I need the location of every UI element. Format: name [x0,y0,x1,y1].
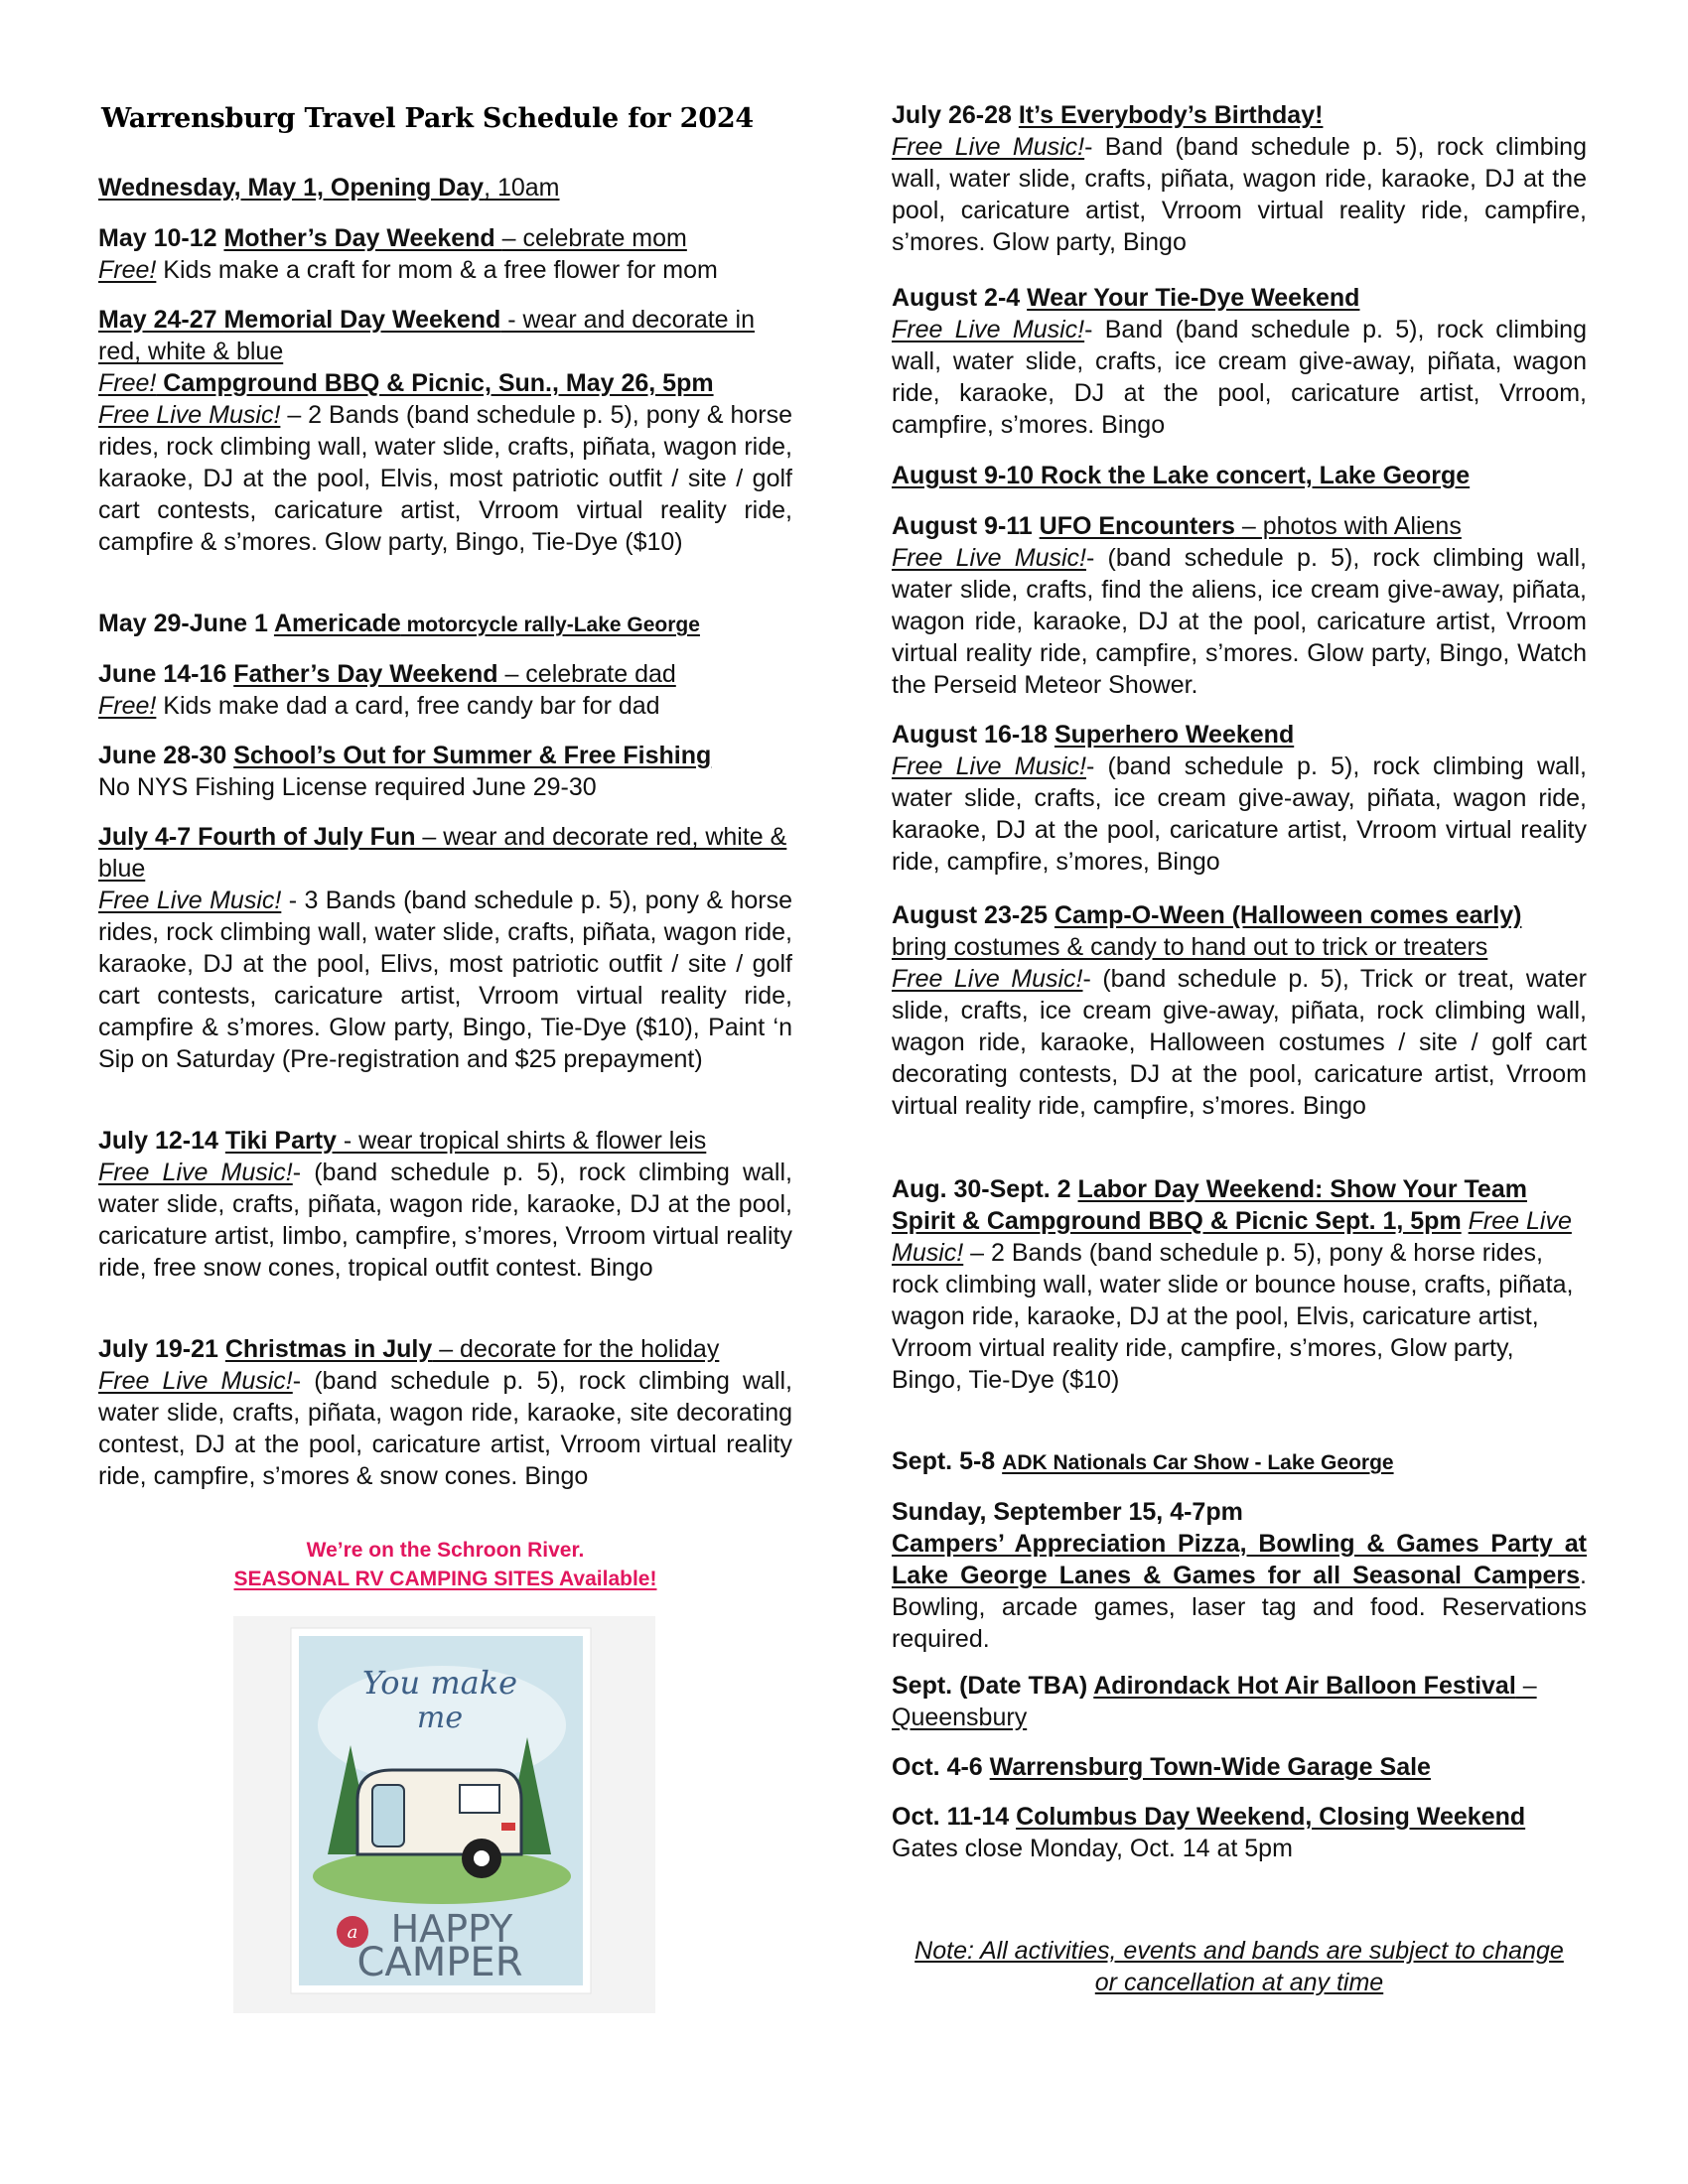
event-name: Camp-O-Ween (Halloween comes early) [1054,901,1522,929]
event-memorial-day [98,304,792,558]
event-car-show [892,1445,1587,1479]
event-date: June 28-30 [98,742,234,769]
event-description: bring costumes & candy to hand out to trick or treaters [892,933,1488,961]
event-details: - (band schedule p. 5), rock climbing wall, water slide, crafts, ice cream give-away, piñata, wagon ride, karaoke, DJ at the pool, caricature artist, Vrroom virtual reality ride, campfire, s’mores, Bingo [892,752,1587,876]
music-label: Free Live Music! [892,1207,1572,1267]
event-tiki-party [98,1125,792,1284]
event-name: Warrensburg Town-Wide Garage Sale [989,1753,1431,1781]
event-details: . Bowling, arcade games, laser tag and food. Reservations required. [892,1562,1587,1653]
event-details: - 3 Bands (band schedule p. 5), pony & horse rides, rock climbing wall, water slide, crafts, piñata, wagon ride, karaoke, DJ at the pool, Elivs, most patriotic outfit / site / golf cart contests, caricature artist, Vrroom virtual reality ride, campfire & s’mores. Glow party, Bingo, Tie-Dye ($10), Paint ‘n Sip on Saturday (Pre-registration and $25 prepayment) [98,887,792,1073]
event-name: Labor Day Weekend: Show Your Team Spirit & Campground BBQ & Picnic Sept. 1, 5pm [892,1175,1527,1235]
event-details: Kids make dad a card, free candy bar for dad [156,692,660,720]
event-name: Father’s Day Weekend [233,660,498,688]
card-text-you-make: You make [361,1664,518,1702]
event-date: August 2-4 [892,284,1028,312]
music-label: Free Live Music! [892,752,1086,780]
event-date: July 26-28 [892,101,1019,129]
event-name: Christmas in July [224,1335,433,1363]
music-label: Free Live Music! [98,401,281,429]
event-christmas-in-july [98,1333,792,1492]
event-name: Wear Your Tie-Dye Weekend [1027,284,1360,312]
event-fourth-of-july [98,821,792,1075]
event-description: motorcycle rally-Lake George [400,614,700,636]
event-date: Oct. 4-6 [892,1753,990,1781]
event-name: ADK Nationals Car Show - Lake George [1002,1451,1394,1474]
event-date: Sept. (Date TBA) [892,1672,1094,1700]
free-label: Free! [98,369,157,397]
event-date: August 16-18 [892,721,1055,749]
event-name: Mother’s Day Weekend [223,224,502,252]
event-details: - (band schedule p. 5), rock climbing wall, water slide, crafts, piñata, wagon ride, karaoke, DJ at the pool, caricature artist, limbo, campfire, s’mores, Vrroom virtual reality ride, free snow cones, tropical outfit contest. Bingo [98,1159,792,1282]
free-label: Free! [98,256,157,284]
event-details: – 2 Bands (band schedule p. 5), pony & horse rides, rock climbing wall, water slide, crafts, piñata, wagon ride, karaoke, DJ at the pool, Elvis, most patriotic outfit / site / golf cart contests, caricature artist, Vrroom virtual reality ride, campfire & s’mores. Glow party, Bingo, Tie-Dye ($10) [98,401,793,556]
event-superhero-weekend [892,719,1587,878]
promo-line-river: We’re on the Schroon River. [306,1539,585,1562]
event-description: – decorate for the holiday [432,1335,720,1363]
event-columbus-day [892,1801,1587,1864]
event-details: - Band (band schedule p. 5), rock climbing wall, water slide, crafts, ice cream give-away, piñata, wagon ride, karaoke, DJ at the pool, caricature artist, Vrroom, campfire, s’mores. Bingo [892,316,1587,439]
event-name: Adirondack Hot Air Balloon Festival [1093,1672,1516,1700]
event-details: - (band schedule p. 5), rock climbing wall, water slide, crafts, piñata, wagon ride, karaoke, site decorating contest, DJ at the pool, caricature artist, Vrroom virtual reality ride, campfire, s’mores & snow cones. Bingo [98,1367,792,1490]
event-details: - Band (band schedule p. 5), rock climbing wall, water slide, crafts, piñata, wagon ride, karaoke, DJ at the pool, caricature artist, Vrroom virtual reality ride, campfire, s’mores. Glow party, Bingo [892,133,1587,256]
event-date: Sept. 5-8 [892,1447,1003,1475]
music-label: Free Live Music! [892,544,1086,572]
event-date: Aug. 30-Sept. 2 [892,1175,1078,1203]
event-date: Wednesday, May 1, Opening Day [98,174,485,202]
event-name: UFO Encounters [1039,512,1235,540]
card-text-happy: HAPPY [390,1907,513,1951]
event-name: It’s Everybody’s Birthday! [1018,101,1324,129]
event-date: August 9-11 [892,512,1040,540]
event-date: May 24-27 [98,306,224,334]
event-ufo-encounters [892,510,1587,701]
bbq-label: Campground BBQ & Picnic, Sun., May 26, 5pm [156,369,714,397]
event-description: – celebrate dad [497,660,676,688]
event-date: July 4-7 [98,823,199,851]
music-label: Free Live Music! [892,316,1085,343]
event-everybodys-birthday [892,99,1587,258]
event-date: August 23-25 [892,901,1055,929]
event-camp-o-ween [892,899,1587,1122]
music-label: Free Live Music! [98,1367,293,1395]
event-date: Oct. 11-14 [892,1803,1017,1831]
event-balloon-festival [892,1670,1587,1733]
event-details: - (band schedule p. 5), Trick or treat, water slide, crafts, ice cream give-away, piñata, rock climbing wall, wagon ride, karaoke, Halloween costumes / site / golf cart decorating contests, DJ at the pool, caricature artist, Vrroom virtual reality ride, campfire, s’mores. Bingo [892,965,1587,1120]
card-text-a: a [347,1922,358,1943]
event-description: - wear and decorate in red, white & blue [98,306,755,365]
event-mothers-day [98,222,792,286]
happy-camper-card-image [233,1616,655,2013]
event-description: – photos with Aliens [1234,512,1462,540]
event-date: Sunday, September 15, 4-7pm [892,1498,1243,1526]
page-title: Warrensburg Travel Park Schedule for 2024 [101,103,755,134]
free-label: Free! [98,692,157,720]
event-tie-dye-weekend [892,282,1587,441]
event-date: May 29-June 1 [98,610,274,637]
promo-line-seasonal: SEASONAL RV CAMPING SITES Available! [233,1568,657,1590]
music-label: Free Live Music! [98,1159,293,1186]
music-label: Free Live Music! [892,133,1085,161]
event-name: August 9-10 Rock the Lake concert, Lake George [892,462,1471,489]
event-description: – celebrate mom [501,224,687,252]
event-date: June 14-16 [98,660,234,688]
event-time: , 10am [484,174,560,202]
card-text-camper: CAMPER [356,1940,523,1985]
event-name: Columbus Day Weekend, Closing Weekend [1016,1803,1526,1831]
event-description: – wear and decorate red, white & blue [98,823,787,883]
event-americade [98,608,792,641]
event-campers-appreciation [892,1496,1587,1655]
event-name: School’s Out for Summer & Free Fishing [233,742,712,769]
disclaimer-note: Note: All activities, events and bands are subject to change or cancellation at any time [914,1937,1564,1996]
card-text-me: me [416,1701,464,1735]
event-garage-sale [892,1751,1587,1783]
event-name: Memorial Day Weekend [223,306,501,334]
event-rock-the-lake [892,460,1587,491]
event-description: - wear tropical shirts & flower leis [336,1127,707,1155]
promo-text [98,1536,792,1593]
event-labor-day [892,1173,1587,1396]
event-description: – Queensbury [892,1672,1537,1731]
event-opening-day [98,172,792,204]
event-details: Kids make a craft for mom & a free flower for mom [156,256,718,284]
event-details: No NYS Fishing License required June 29-30 [98,773,597,801]
event-name: Americade [273,610,401,637]
music-label: Free Live Music! [98,887,282,914]
event-schools-out [98,740,792,803]
event-details: - (band schedule p. 5), rock climbing wall, water slide, crafts, find the aliens, ice cream give-away, piñata, wagon ride, karaoke, DJ at the pool, caricature artist, Vrroom virtual reality ride, campfire, s’mores. Glow party, Bingo, Watch the Perseid Meteor Shower. [892,544,1587,699]
event-name: Campers’ Appreciation Pizza, Bowling & Games Party at Lake George Lanes & Games for all Seasonal Campers [892,1530,1587,1589]
event-name: Superhero Weekend [1054,721,1295,749]
event-details: Gates close Monday, Oct. 14 at 5pm [892,1835,1293,1862]
event-fathers-day [98,658,792,722]
event-details: – 2 Bands (band schedule p. 5), pony & horse rides, rock climbing wall, water slide or bounce house, crafts, piñata, wagon ride, karaoke, DJ at the pool, Elvis, caricature artist, Vrroom virtual reality ride, campfire, s’mores, Glow party, Bingo, Tie-Dye ($10) [892,1239,1574,1394]
music-label: Free Live Music! [892,965,1083,993]
event-date: July 12-14 [98,1127,225,1155]
event-name: Fourth of July Fun [198,823,416,851]
event-date: July 19-21 [98,1335,225,1363]
event-name: Tiki Party [224,1127,337,1155]
event-date: May 10-12 [98,224,224,252]
